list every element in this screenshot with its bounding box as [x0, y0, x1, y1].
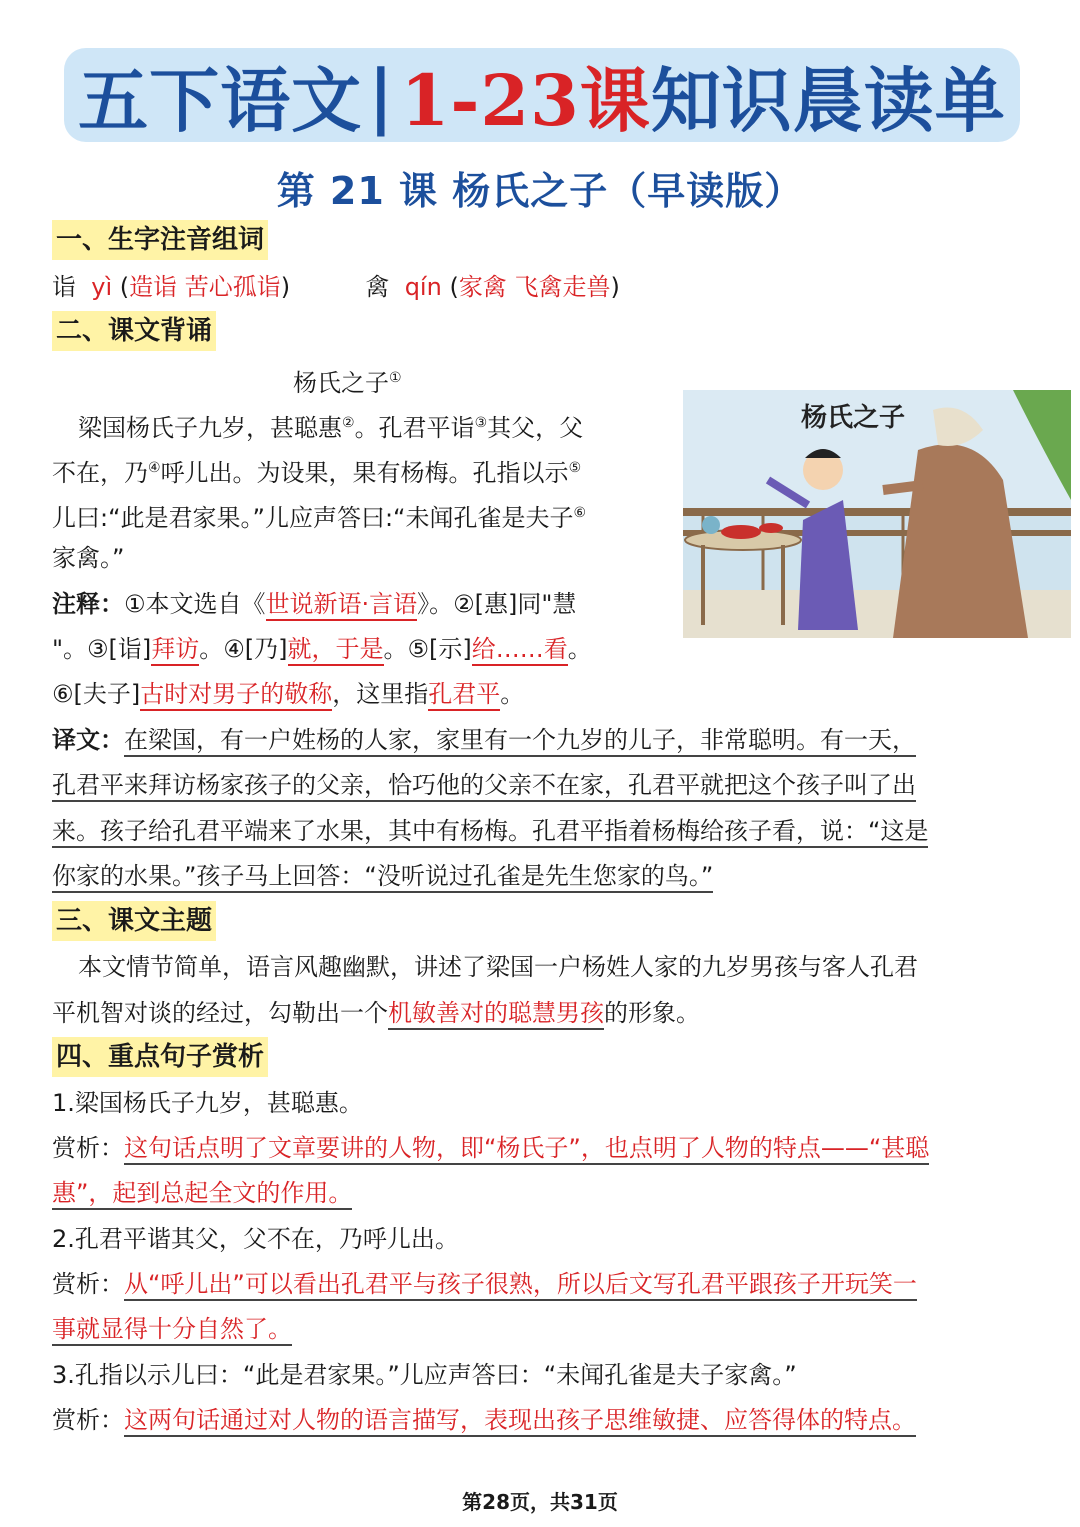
text-segment: 不在，乃 — [52, 459, 148, 487]
banner-separator: | — [368, 53, 395, 137]
translation-text: 你家的水果。”孩子马上回答：“没听说过孔雀是先生您家的鸟。” — [52, 862, 713, 893]
notes-line-2 — [52, 626, 592, 672]
banner-title: 知识晨读单 — [650, 58, 1006, 142]
analysis-text: 事就显得十分自然了。 — [52, 1315, 292, 1346]
analysis-text: 这两句话通过对人物的语言描写，表现出孩子思维敏捷、应答得体的特点。 — [124, 1406, 916, 1437]
translation-line-2 — [52, 762, 916, 808]
text-segment: 其父，父 — [487, 414, 584, 442]
vocab-pinyin-2: qín — [404, 273, 442, 301]
translation-line-3 — [52, 808, 928, 854]
note-answer: 拜访 — [151, 635, 199, 666]
vocab-words-2: 家禽 飞禽走兽 — [458, 273, 611, 301]
text-segment: 。 — [500, 680, 525, 708]
theme-line-2 — [52, 990, 700, 1036]
text-segment: 。⑤[示] — [383, 635, 472, 663]
theme-line-1: 本文情节简单，语言风趣幽默，讲述了梁国一户杨姓人家的九岁男孩与客人孔君 — [78, 953, 918, 981]
lesson-title: 第 21 课 杨氏之子（早读版） — [276, 169, 804, 213]
classical-text-line-2 — [52, 445, 581, 491]
banner-subject: 五下语文 — [78, 58, 363, 142]
footnote-mark: ① — [389, 370, 402, 386]
illustration-svg — [683, 390, 1071, 638]
text-segment: 。④[乃] — [199, 635, 288, 663]
analysis-label: 赏析： — [52, 1270, 124, 1298]
text-segment: 呼儿出。为设果，果有杨梅。孔指以示 — [160, 459, 569, 487]
note-answer: 世说新语·言语 — [266, 590, 418, 621]
translation-line-4 — [52, 853, 713, 899]
text-segment: 儿曰:“此是君家果。”儿应声答曰:“未闻孔雀是夫子 — [52, 504, 574, 532]
classical-text-line-1 — [78, 400, 583, 446]
bayberry-plate-icon — [721, 525, 761, 539]
translation-label: 译文： — [52, 726, 124, 754]
analysis-text: 惠”，起到总起全文的作用。 — [52, 1179, 352, 1210]
note-answer: 古时对男子的敬称 — [140, 680, 332, 711]
analysis-1-line-2 — [52, 1170, 352, 1216]
header-banner — [64, 48, 1020, 142]
sentence-1: 1.梁国杨氏子九岁，甚聪惠。 — [52, 1089, 363, 1117]
vocab-char-1: 诣 — [52, 273, 76, 301]
notes-line-3 — [52, 671, 524, 717]
vocab-words-1: 造诣 苦心孤诣 — [129, 273, 281, 301]
analysis-2-line-1 — [52, 1261, 917, 1307]
text-segment: 。 — [567, 635, 592, 663]
section-heading-recite: 二、课文背诵 — [52, 311, 216, 351]
text-segment: 平机智对谈的经过，勾勒出一个 — [52, 999, 388, 1027]
note-answer: 孔君平 — [428, 680, 500, 711]
classical-text-line-3 — [52, 490, 586, 536]
footnote-mark: ⑥ — [573, 505, 587, 521]
vocab-line: 诣 yì (造诣 苦心孤诣) 禽 qín (家禽 飞禽走兽) — [52, 273, 620, 301]
footnote-mark: ⑤ — [568, 460, 582, 476]
footnote-mark: ④ — [148, 460, 161, 476]
text-segment: ①本文选自《 — [124, 590, 266, 618]
footnote-mark: ③ — [474, 415, 488, 431]
vocab-char-2: 禽 — [365, 273, 390, 301]
classical-text-line-4: 家禽。” — [52, 544, 125, 572]
text-segment: ，这里指 — [332, 680, 429, 708]
banner-range: 1-23课 — [400, 58, 651, 142]
note-answer: 就，于是 — [288, 635, 384, 666]
text-segment: 的形象。 — [604, 999, 700, 1027]
text-segment: 》。②[惠]同"慧 — [417, 590, 577, 618]
text-segment: ⑥[夫子] — [52, 680, 141, 708]
sentence-2: 2.孔君平谐其父，父不在，乃呼儿出。 — [52, 1225, 459, 1253]
text-segment: 。孔君平诣 — [354, 414, 475, 442]
theme-highlight: 机敏善对的聪慧男孩 — [388, 999, 604, 1030]
translation-text: 来。孩子给孔君平端来了水果，其中有杨梅。孔君平指着杨梅给孩子看，说：“这是 — [52, 817, 928, 848]
section-heading-theme: 三、课文主题 — [52, 901, 216, 941]
analysis-2-line-2 — [52, 1306, 292, 1352]
translation-text: 孔君平来拜访杨家孩子的父亲，恰巧他的父亲不在家，孔君平就把这个孩子叫了出 — [52, 771, 916, 802]
footnote-mark: ② — [342, 415, 355, 431]
analysis-1-line-1 — [52, 1125, 929, 1171]
lesson-illustration — [683, 390, 1071, 638]
analysis-text: 这句话点明了文章要讲的人物，即“杨氏子”，也点明了人物的特点——“甚聪 — [124, 1134, 929, 1165]
section-heading-analysis: 四、重点句子赏析 — [52, 1037, 268, 1077]
poem-title — [293, 355, 402, 401]
analysis-text: 从“呼儿出”可以看出孔君平与孩子很熟，所以后文写孔君平跟孩子开玩笑一 — [124, 1270, 917, 1301]
poem-title-text: 杨氏之子 — [293, 369, 389, 397]
notes-label: 注释： — [52, 590, 124, 618]
translation-text: 在梁国，有一户姓杨的人家，家里有一个九岁的儿子，非常聪明。有一天， — [124, 726, 916, 757]
sentence-3: 3.孔指以示儿曰：“此是君家果。”儿应声答曰：“未闻孔雀是夫子家禽。” — [52, 1361, 797, 1389]
note-answer: 给……看 — [472, 635, 568, 666]
illustration-caption: 杨氏之子 — [801, 403, 906, 433]
analysis-3-line-1 — [52, 1397, 916, 1443]
section-heading-vocab: 一、生字注音组词 — [52, 220, 268, 260]
text-segment: 梁国杨氏子九岁，甚聪惠 — [78, 414, 342, 442]
vocab-pinyin-1: yì — [91, 273, 113, 301]
translation-line-1 — [52, 717, 916, 763]
analysis-label: 赏析： — [52, 1406, 124, 1434]
notes-line-1 — [52, 581, 576, 627]
text-segment: "。③[诣] — [52, 635, 152, 663]
analysis-label: 赏析： — [52, 1134, 124, 1162]
page-number: 第28页，共31页 — [462, 1490, 618, 1514]
